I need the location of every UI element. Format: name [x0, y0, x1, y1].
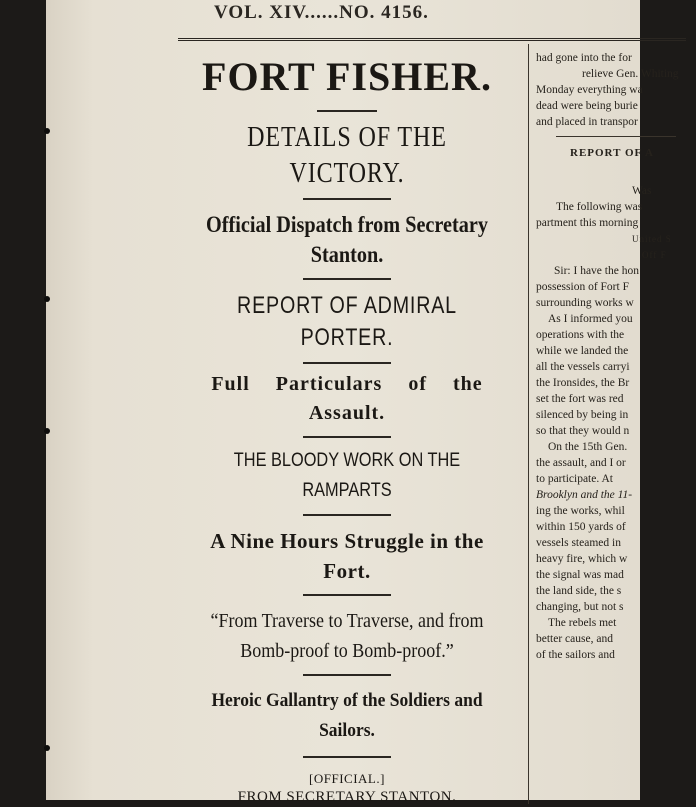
article-line: ing the works, whil [536, 505, 625, 517]
article-line: Brooklyn and the 11- [536, 489, 633, 501]
article-line: As I informed you [548, 313, 633, 325]
article-line: set the fort was red [536, 393, 624, 405]
headline-nine-hours-2: Fort. [323, 559, 371, 583]
article-line: surrounding works w [536, 297, 634, 309]
headline-nine-hours-1: A Nine Hours Struggle in the [210, 529, 484, 553]
newspaper-page [46, 0, 679, 805]
article-line: all the vessels carryi [536, 361, 630, 373]
divider [317, 110, 377, 112]
article-line: The following was [556, 201, 643, 213]
headline-details: DETAILS OF THE VICTORY. [247, 122, 447, 189]
divider [303, 198, 391, 200]
article-line: partment this morning [536, 217, 639, 229]
divider [303, 674, 391, 676]
headline-traverse-quote-1: “From Traverse to Traverse, and from [210, 610, 484, 632]
headline-official-dispatch-2: Stanton. [310, 242, 384, 267]
headline-official-dispatch-1: Official Dispatch from Secretary [206, 212, 488, 237]
letter-address: Off F [642, 250, 667, 260]
article-line: the assault, and I or [536, 457, 626, 469]
article-line: operations with the [536, 329, 625, 341]
article-line: so that they would n [536, 425, 630, 437]
article-line: the signal was mad [536, 569, 624, 581]
headline-bloody-work: THE BLOODY WORK ON THE RAMPARTS [233, 450, 461, 501]
dateline: Was [632, 185, 652, 197]
article-column-right [536, 50, 696, 663]
official-tag: [OFFICIAL.] [309, 771, 385, 786]
masthead-rule [178, 38, 686, 41]
article-line: to participate. At [536, 473, 613, 485]
headline-fort-fisher: FORT FISHER. [202, 54, 492, 99]
headline-full-particulars-1: Full Particulars of the [211, 373, 483, 395]
binding-hole [44, 745, 50, 751]
article-line: of the sailors and [536, 649, 615, 661]
article-line: On the 15th Gen. [548, 441, 628, 453]
headline-heroic-gallantry-2: Sailors. [319, 720, 375, 741]
article-line: silenced by being in [536, 409, 629, 421]
article-line: within 150 yards of [536, 521, 626, 533]
article-line: while we landed the [536, 345, 629, 357]
article-line: changing, but not s [536, 601, 624, 613]
divider [303, 278, 391, 280]
article-line: possession of Fort F [536, 281, 629, 293]
article-line: Monday everything wa [536, 84, 643, 96]
binding-hole [44, 428, 50, 434]
headline-report-admiral-porter: REPORT OF ADMIRAL PORTER. [237, 292, 457, 351]
article-line: The rebels met [548, 617, 617, 629]
divider [303, 756, 391, 758]
article-line: and placed in transpor [536, 116, 638, 128]
letter-address: United S [632, 234, 672, 244]
from-secretary-stanton: FROM SECRETARY STANTON. [237, 789, 457, 805]
binding-hole [44, 296, 50, 302]
headline-traverse-quote-2: Bomb-proof to Bomb-proof.” [240, 640, 454, 662]
divider [303, 514, 391, 516]
divider [303, 594, 391, 596]
headline-heroic-gallantry-1: Heroic Gallantry of the Soldiers and [211, 690, 483, 711]
article-line: the land side, the s [536, 585, 622, 597]
headline-full-particulars-2: Assault. [308, 402, 386, 424]
article-line: had gone into the for [536, 52, 632, 64]
article-line: the Ironsides, the Br [536, 377, 630, 389]
article-subhead: REPORT OF A [570, 147, 654, 159]
divider [556, 136, 676, 137]
article-line: better cause, and [536, 633, 613, 645]
article-line: heavy fire, which w [536, 553, 628, 565]
binding-hole [44, 128, 50, 134]
article-line: relieve Gen. Whiting [582, 68, 679, 80]
divider [303, 436, 391, 438]
article-line: Sir: I have the hon [554, 265, 639, 277]
masthead: VOL. XIV......NO. 4156. [214, 2, 429, 23]
headline-column [164, 54, 530, 807]
article-line: dead were being burie [536, 100, 638, 112]
divider [303, 362, 391, 364]
article-line: vessels steamed in [536, 537, 621, 549]
